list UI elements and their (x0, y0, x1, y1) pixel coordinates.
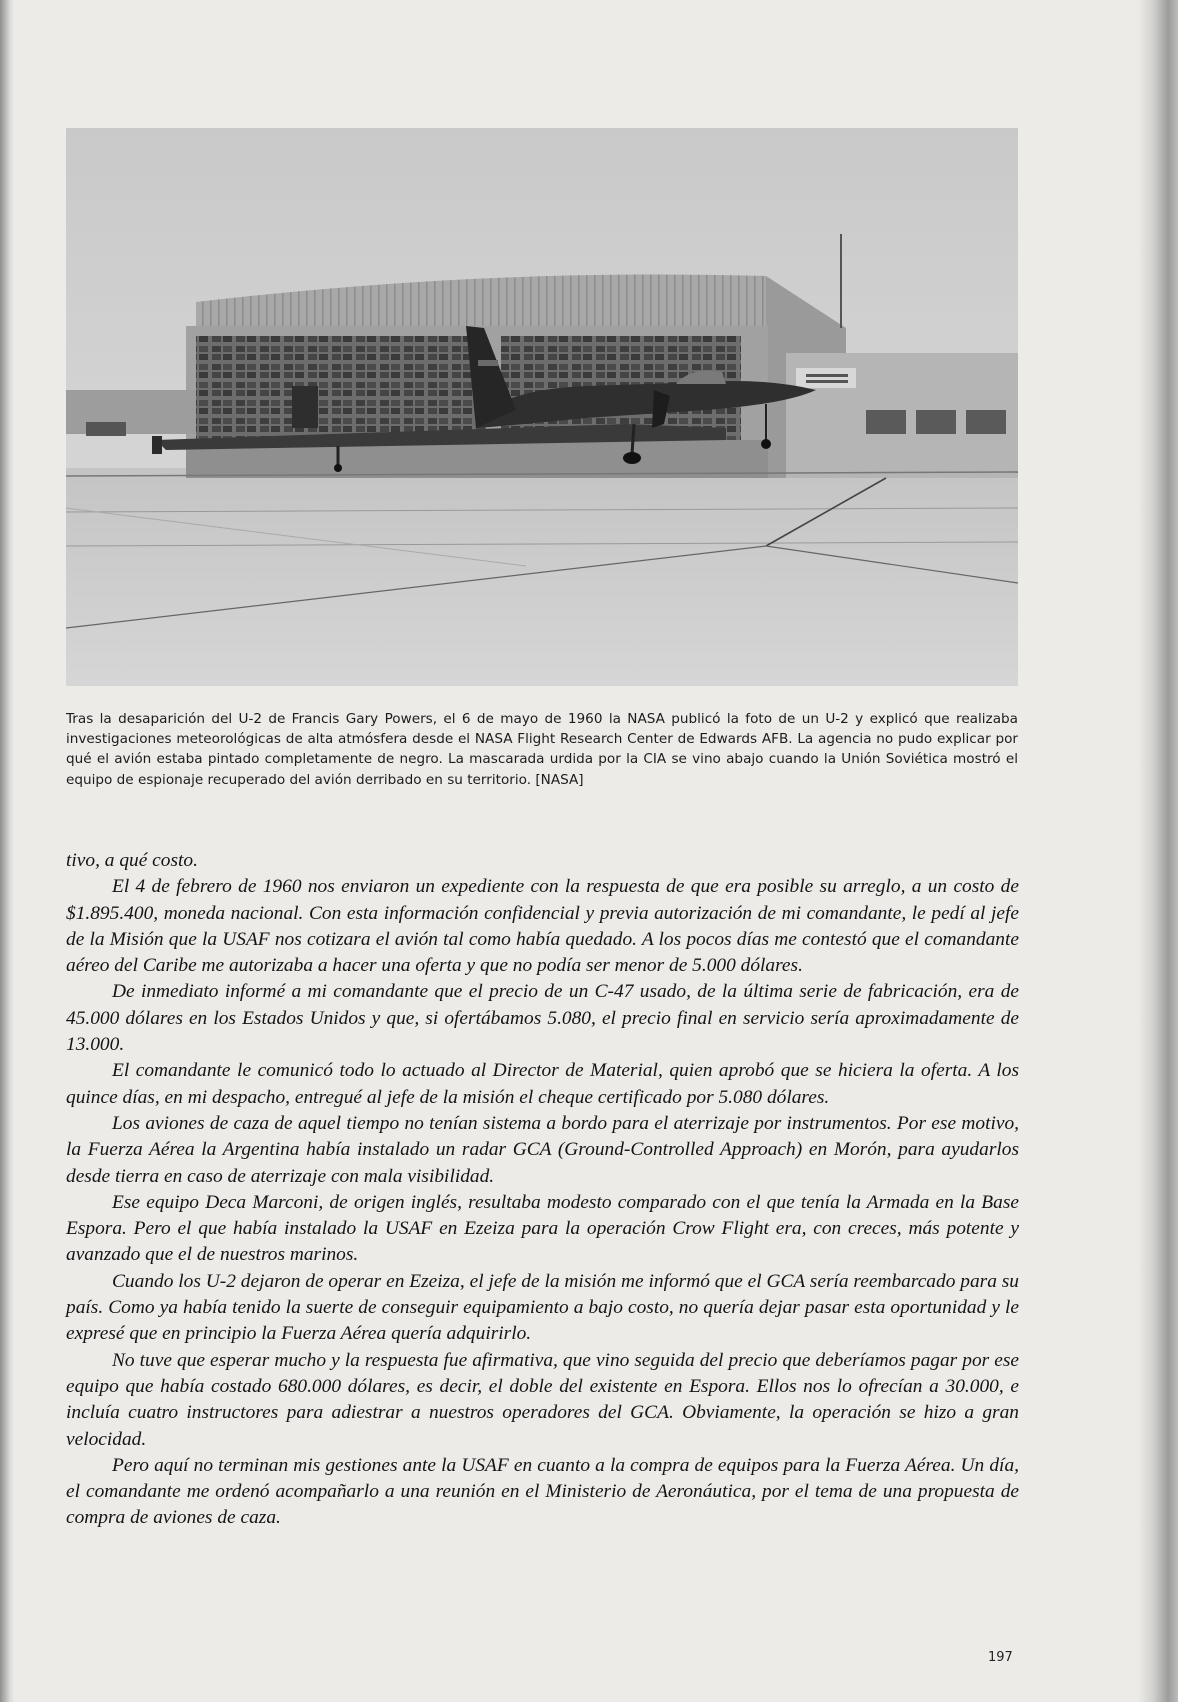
u2-photo (66, 128, 1018, 686)
paragraph: tivo, a qué costo. (66, 850, 198, 871)
paragraph: Ese equipo Deca Marconi, de origen inglés, resultaba modesto comparado con el que tenía la Armada en la Base Espora. Pero el que había instalado la USAF en Ezeiza para la operación Crow Flight era, con creces, más potente y avanzado que el de nuestros marinos. (66, 1191, 1019, 1266)
article-body (66, 848, 1019, 1532)
page-number: 197 (988, 1650, 1013, 1665)
paragraph: El 4 de febrero de 1960 nos enviaron un expediente con la respuesta de que era posible su arreglo, a un costo de $1.895.400, moneda nacional. Con esta información confidencial y previa autorización de mi comandante, le pedí al jefe de la Misión que la USAF nos cotizara el avión tal como había quedado. A los pocos días me contestó que el comandante aéreo del Caribe me autorizaba a hacer una oferta y que no podía ser menor de 5.000 dólares. (66, 876, 1019, 977)
photo-tarmac (66, 468, 1018, 686)
left-buildings (66, 390, 196, 434)
paragraph: Pero aquí no terminan mis gestiones ante la USAF en cuanto a la compra de equipos para la Fuerza Aérea. Un día, el comandante me ordenó acompañarlo a una reunión en el Ministerio de Aeronáutica, por el tema de una propuesta de compra de aviones de caza. (66, 1454, 1019, 1529)
paragraph: De inmediato informé a mi comandante que el precio de un C-47 usado, de la última serie de fabricación, era de 45.000 dólares en los Estados Unidos y que, si ofertábamos 5.080, el precio final en servicio sería aproximadamente de 13.000. (66, 981, 1019, 1056)
photo-caption: Tras la desaparición del U-2 de Francis Gary Powers, el 6 de mayo de 1960 la NASA publicó la foto de un U-2 y explicó que realizaba investigaciones meteorológicas de alta atmósfera desde el NASA Flight Research Center de Edwards AFB. La agencia no pudo explicar por qué el avión estaba pintado completamente de negro. La mascarada urdida por la CIA se vino abajo cuando la Unión Soviética mostró el equipo de espionaje recuperado del avión derribado en su territorio. [NASA] (66, 711, 1018, 788)
page-gutter-shadow (0, 0, 14, 1702)
paragraph: Cuando los U-2 dejaron de operar en Ezeiza, el jefe de la misión me informó que el GCA sería reembarcado para su país. Como ya había tenido la suerte de conseguir equipamiento a bajo costo, no quería dejar pasar esta oportunidad y le expresé que en principio la Fuerza Aérea quería adquirirlo. (66, 1270, 1019, 1345)
hangar-windows-left (196, 336, 486, 440)
main-gear-wheel (623, 452, 641, 464)
page-edge-shadow (1138, 0, 1178, 1702)
paragraph: No tuve que esperar mucho y la respuesta fue afirmativa, que vino seguida del precio que deberíamos pagar por ese equipo que había costado 680.000 dólares, es decir, el doble del existente en Espora. Ellos nos lo ofrecían a 30.000, e incluía cuatro instructores para adiestrar a nuestros operadores del GCA. Obviamente, la operación se hizo a gran velocidad. (66, 1349, 1019, 1450)
paragraph: El comandante le comunicó todo lo actuado al Director de Material, quien aprobó que se hiciera la oferta. A los quince días, en mi despacho, entregué al jefe de la misión el cheque certificado por 5.080 dólares. (66, 1060, 1019, 1108)
hangar-door (292, 386, 318, 428)
paragraph: Los aviones de caza de aquel tiempo no tenían sistema a bordo para el aterrizaje por instrumentos. Por ese motivo, la Fuerza Aérea la Argentina había instalado un radar GCA (Ground-Controlled Approach) en Morón, para ayudarlos desde tierra en caso de aterrizaje con mala visibilidad. (66, 1112, 1019, 1187)
